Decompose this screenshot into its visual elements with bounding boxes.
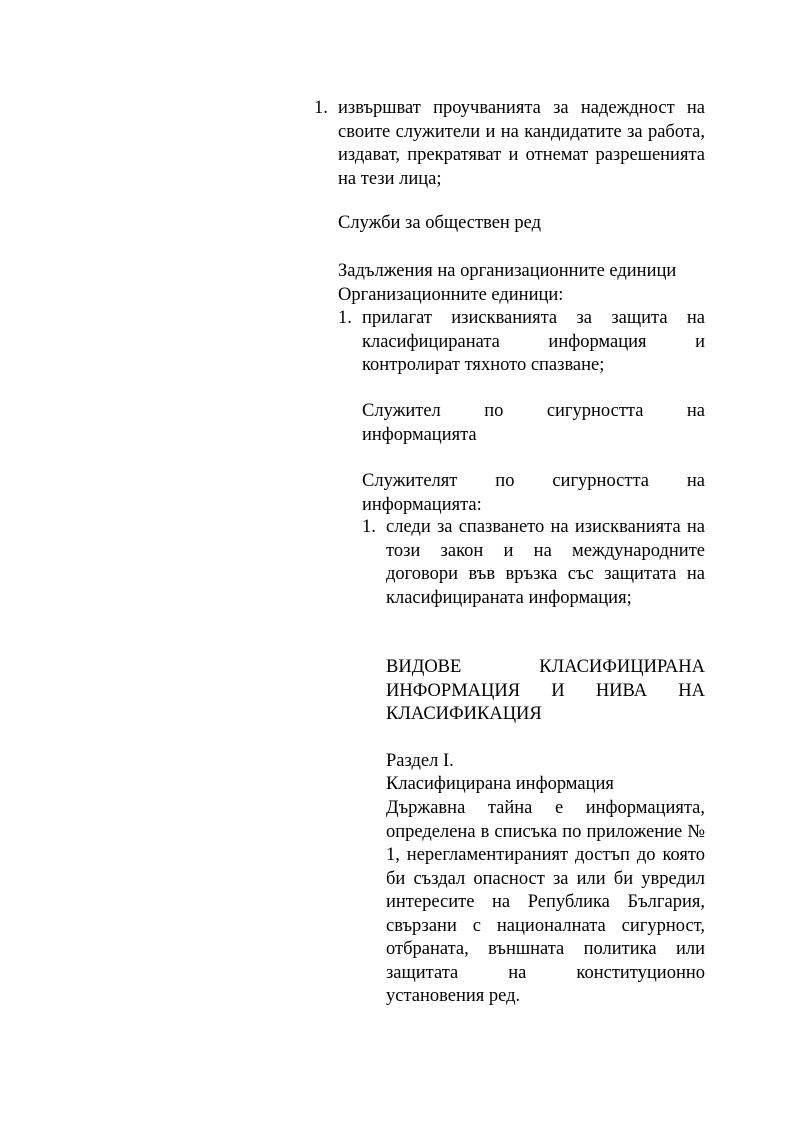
list-number: 1. bbox=[314, 98, 328, 118]
text-line: издават, прекратяват и отнемат разрешенията bbox=[338, 145, 705, 165]
section-number: Раздел I. bbox=[386, 751, 454, 771]
section-intro bbox=[362, 470, 705, 517]
text-line: интересите на Република България, bbox=[386, 892, 705, 912]
text-line: определена в списъка по приложение № bbox=[386, 821, 705, 842]
text-line: би създал опасност за или би увредил bbox=[386, 868, 705, 889]
list-number: 1. bbox=[362, 517, 376, 537]
text-line: ВИДОВЕ КЛАСИФИЦИРАНА bbox=[386, 657, 705, 677]
section-intro: Организационните единици: bbox=[338, 285, 564, 305]
text-line: информацията: bbox=[362, 494, 482, 515]
text-line: класифицираната информация; bbox=[386, 587, 632, 608]
text-line: следи за спазването на изискванията на bbox=[386, 517, 705, 537]
text-line: извършват проучванията за надеждност на bbox=[338, 98, 705, 118]
text-line: класифицираната информация и bbox=[362, 331, 705, 352]
text-line: ИНФОРМАЦИЯ И НИВА НА bbox=[386, 680, 705, 701]
text-line: КЛАСИФИКАЦИЯ bbox=[386, 704, 542, 724]
paragraph bbox=[386, 797, 705, 1009]
text-line: прилагат изискванията за защита на bbox=[362, 308, 705, 328]
text-line: своите служители и на кандидатите за работа, bbox=[338, 121, 705, 142]
section-heading: Задължения на организационните единици bbox=[338, 261, 677, 281]
list-item-text bbox=[338, 97, 705, 191]
section-heading: Служби за обществен ред bbox=[338, 213, 542, 233]
section-title: Класифицирана информация bbox=[386, 774, 614, 794]
list-number: 1. bbox=[338, 308, 352, 328]
text-line: свързани с националната сигурност, bbox=[386, 915, 705, 936]
list-item-text bbox=[386, 516, 705, 610]
text-line: контролират тяхното спазване; bbox=[362, 355, 605, 375]
text-line: Служителят по сигурността на bbox=[362, 471, 705, 491]
text-line: установения ред. bbox=[386, 986, 521, 1006]
text-line: защитата на конституционно bbox=[386, 962, 705, 983]
text-line: този закон и на международните bbox=[386, 540, 705, 561]
text-line: Служител по сигурността на bbox=[362, 401, 705, 421]
text-line: Държавна тайна е информацията, bbox=[386, 798, 705, 818]
text-line: информацията bbox=[362, 424, 477, 445]
text-line: 1, нерегламентираният достъп до която bbox=[386, 845, 705, 865]
section-heading bbox=[362, 400, 705, 447]
text-line: отбраната, външната политика или bbox=[386, 939, 705, 959]
text-line: договори във връзка със защитата на bbox=[386, 564, 705, 584]
chapter-title bbox=[386, 656, 705, 727]
list-item-text bbox=[362, 307, 705, 378]
text-line: на тези лица; bbox=[338, 168, 442, 189]
